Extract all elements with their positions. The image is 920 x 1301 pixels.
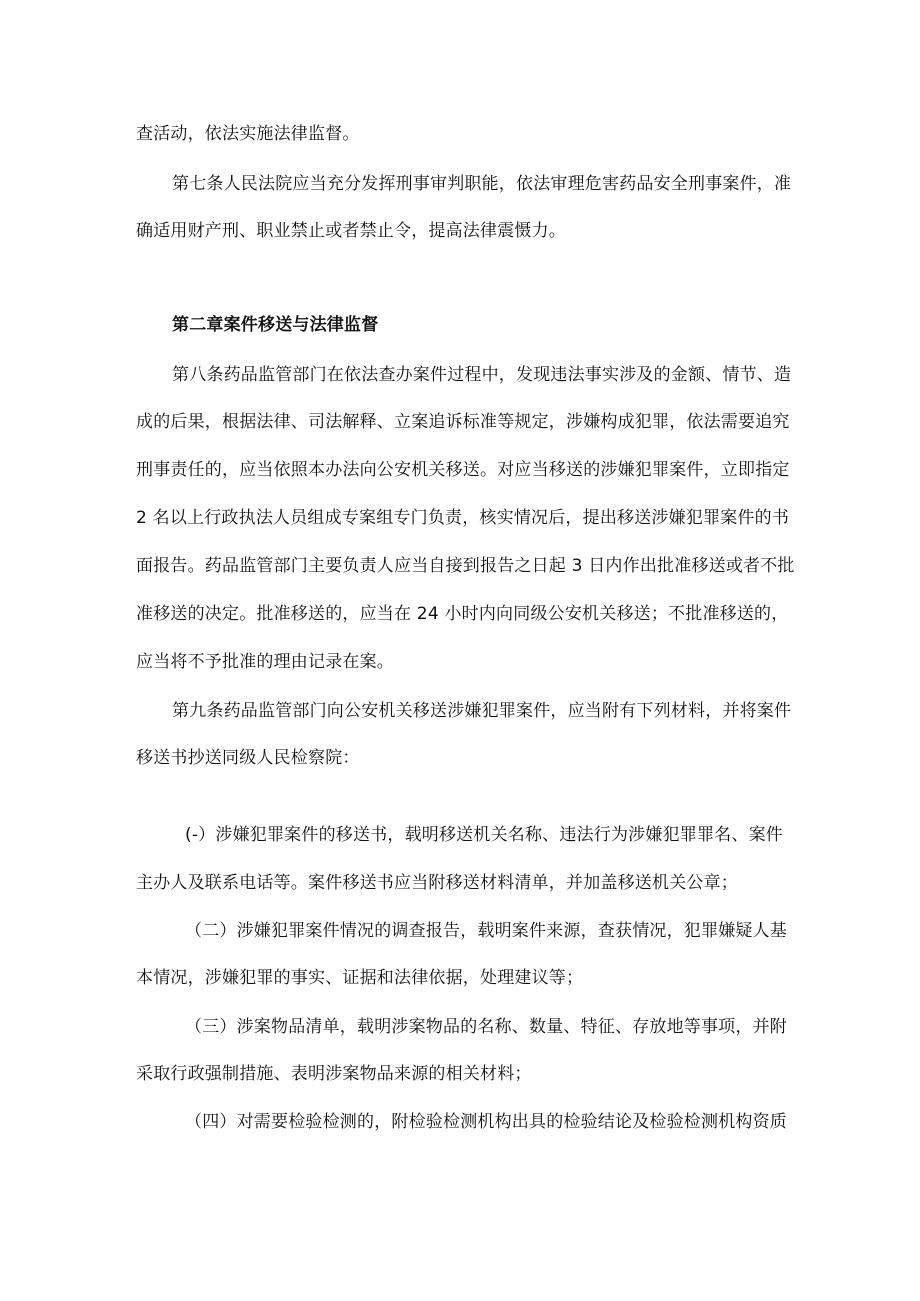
text-line: 成的后果，根据法律、司法解释、立案追诉标准等规定，涉嫌构成犯罪，依法需要追究 <box>136 412 790 432</box>
text-line: 应当将不予批准的理由记录在案。 <box>136 652 394 672</box>
article-7-paragraph: 第七条人民法院应当充分发挥刑事审判职能，依法审理危害药品安全刑事案件，准 <box>172 174 792 194</box>
item-4-paragraph: （四）对需要检验检测的，附检验检测机构出具的检验结论及检验检测机构资质 <box>185 1112 787 1132</box>
chapter-heading: 第二章案件移送与法律监督 <box>172 315 379 335</box>
text-line: 刑事责任的，应当依照本办法向公安机关移送。对应当移送的涉嫌犯罪案件，立即指定 <box>136 460 790 480</box>
item-2-paragraph: （二）涉嫌犯罪案件情况的调查报告，载明案件来源，查获情况，犯罪嫌疑人基 <box>185 921 787 941</box>
item-3-paragraph: （三）涉案物品清单，载明涉案物品的名称、数量、特征、存放地等事项，并附 <box>185 1017 787 1037</box>
article-8-paragraph: 第八条药品监管部门在依法查办案件过程中，发现违法事实涉及的金额、情节、造 <box>172 365 792 385</box>
item-1-paragraph: (-）涉嫌犯罪案件的移送书，载明移送机关名称、违法行为涉嫌犯罪罪名、案件 <box>185 825 783 845</box>
text-line: 主办人及联系电话等。案件移送书应当附移送材料清单，并加盖移送机关公章； <box>136 873 738 893</box>
text-line: 采取行政强制措施、表明涉案物品来源的相关材料； <box>136 1064 532 1084</box>
text-line: 准移送的决定。批准移送的，应当在 24 小时内向同级公安机关移送；不批准移送的， <box>136 604 789 624</box>
text-line: 2 名以上行政执法人员组成专案组专门负责，核实情况后，提出移送涉嫌犯罪案件的书 <box>136 508 790 528</box>
text-line: 面报告。药品监管部门主要负责人应当自接到报告之日起 3 日内作出批准移送或者不批 <box>136 556 795 576</box>
text-line: 查活动，依法实施法律监督。 <box>136 124 360 144</box>
text-line: 确适用财产刑、职业禁止或者禁止令，提高法律震慑力。 <box>136 221 566 241</box>
text-line: 本情况，涉嫌犯罪的事实、证据和法律依据，处理建议等； <box>136 968 584 988</box>
text-line: 移送书抄送同级人民检察院： <box>136 748 360 768</box>
article-9-paragraph: 第九条药品监管部门向公安机关移送涉嫌犯罪案件，应当附有下列材料，并将案件 <box>172 701 792 721</box>
